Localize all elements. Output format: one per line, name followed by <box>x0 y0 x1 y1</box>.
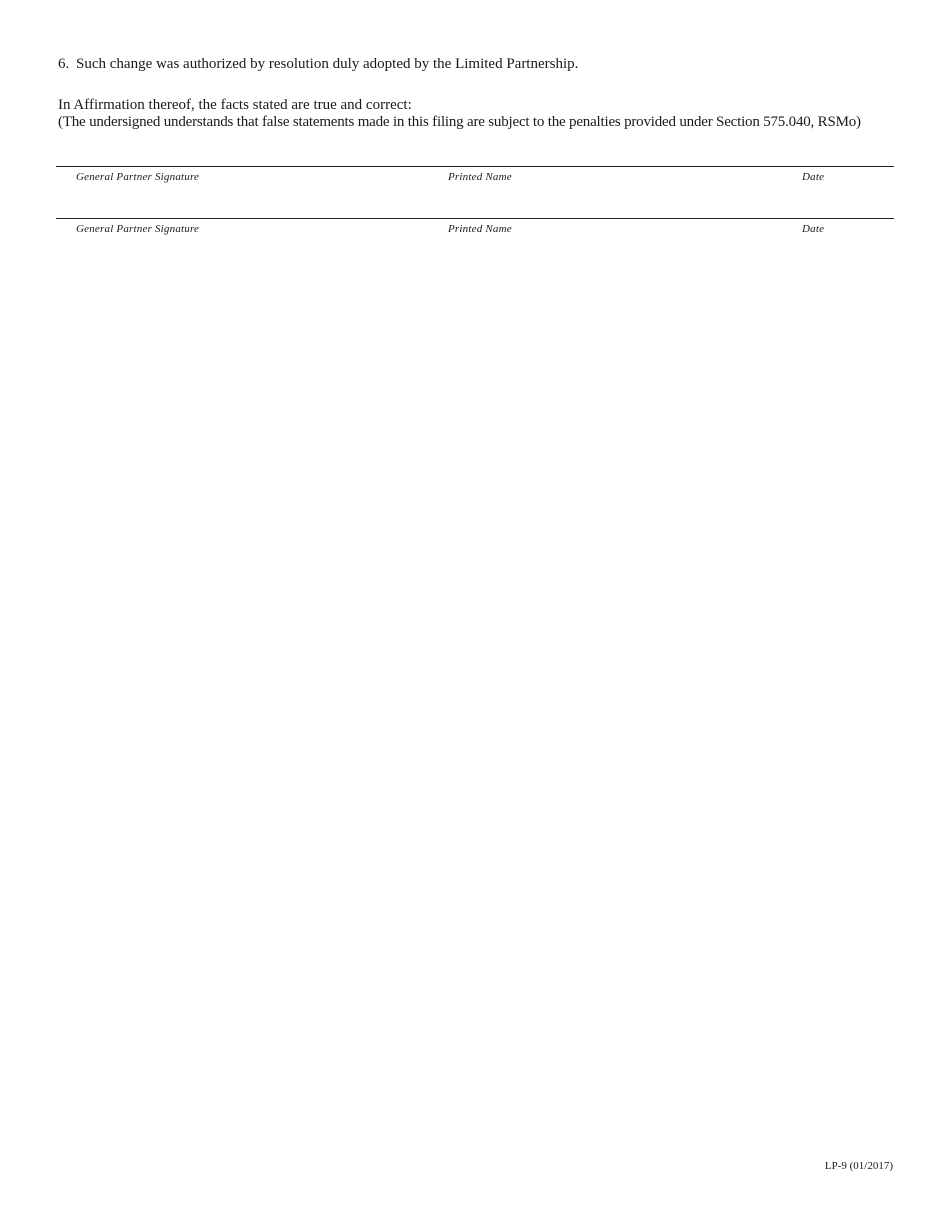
statement-number: 6. <box>58 56 70 72</box>
signature-label: General Partner Signature <box>76 171 200 183</box>
printed-name-label: Printed Name <box>448 171 512 183</box>
signature-row[interactable] <box>56 166 894 191</box>
signature-label: General Partner Signature <box>76 223 200 235</box>
signature-row[interactable] <box>56 218 894 243</box>
affirmation-disclaimer: (The undersigned understands that false statements made in this filing are subject to the penalties provided under Section 575.040, RSMo) <box>58 114 861 130</box>
date-label: Date <box>802 223 825 235</box>
printed-name-label: Printed Name <box>448 223 512 235</box>
statement-6 <box>58 55 578 73</box>
affirmation-heading: In Affirmation thereof, the facts stated are true and correct: <box>58 97 412 113</box>
date-label: Date <box>802 171 825 183</box>
form-identifier: LP-9 (01/2017) <box>824 1160 893 1172</box>
statement-text: Such change was authorized by resolution duly adopted by the Limited Partnership. <box>76 56 579 72</box>
affirmation-block <box>58 97 861 131</box>
